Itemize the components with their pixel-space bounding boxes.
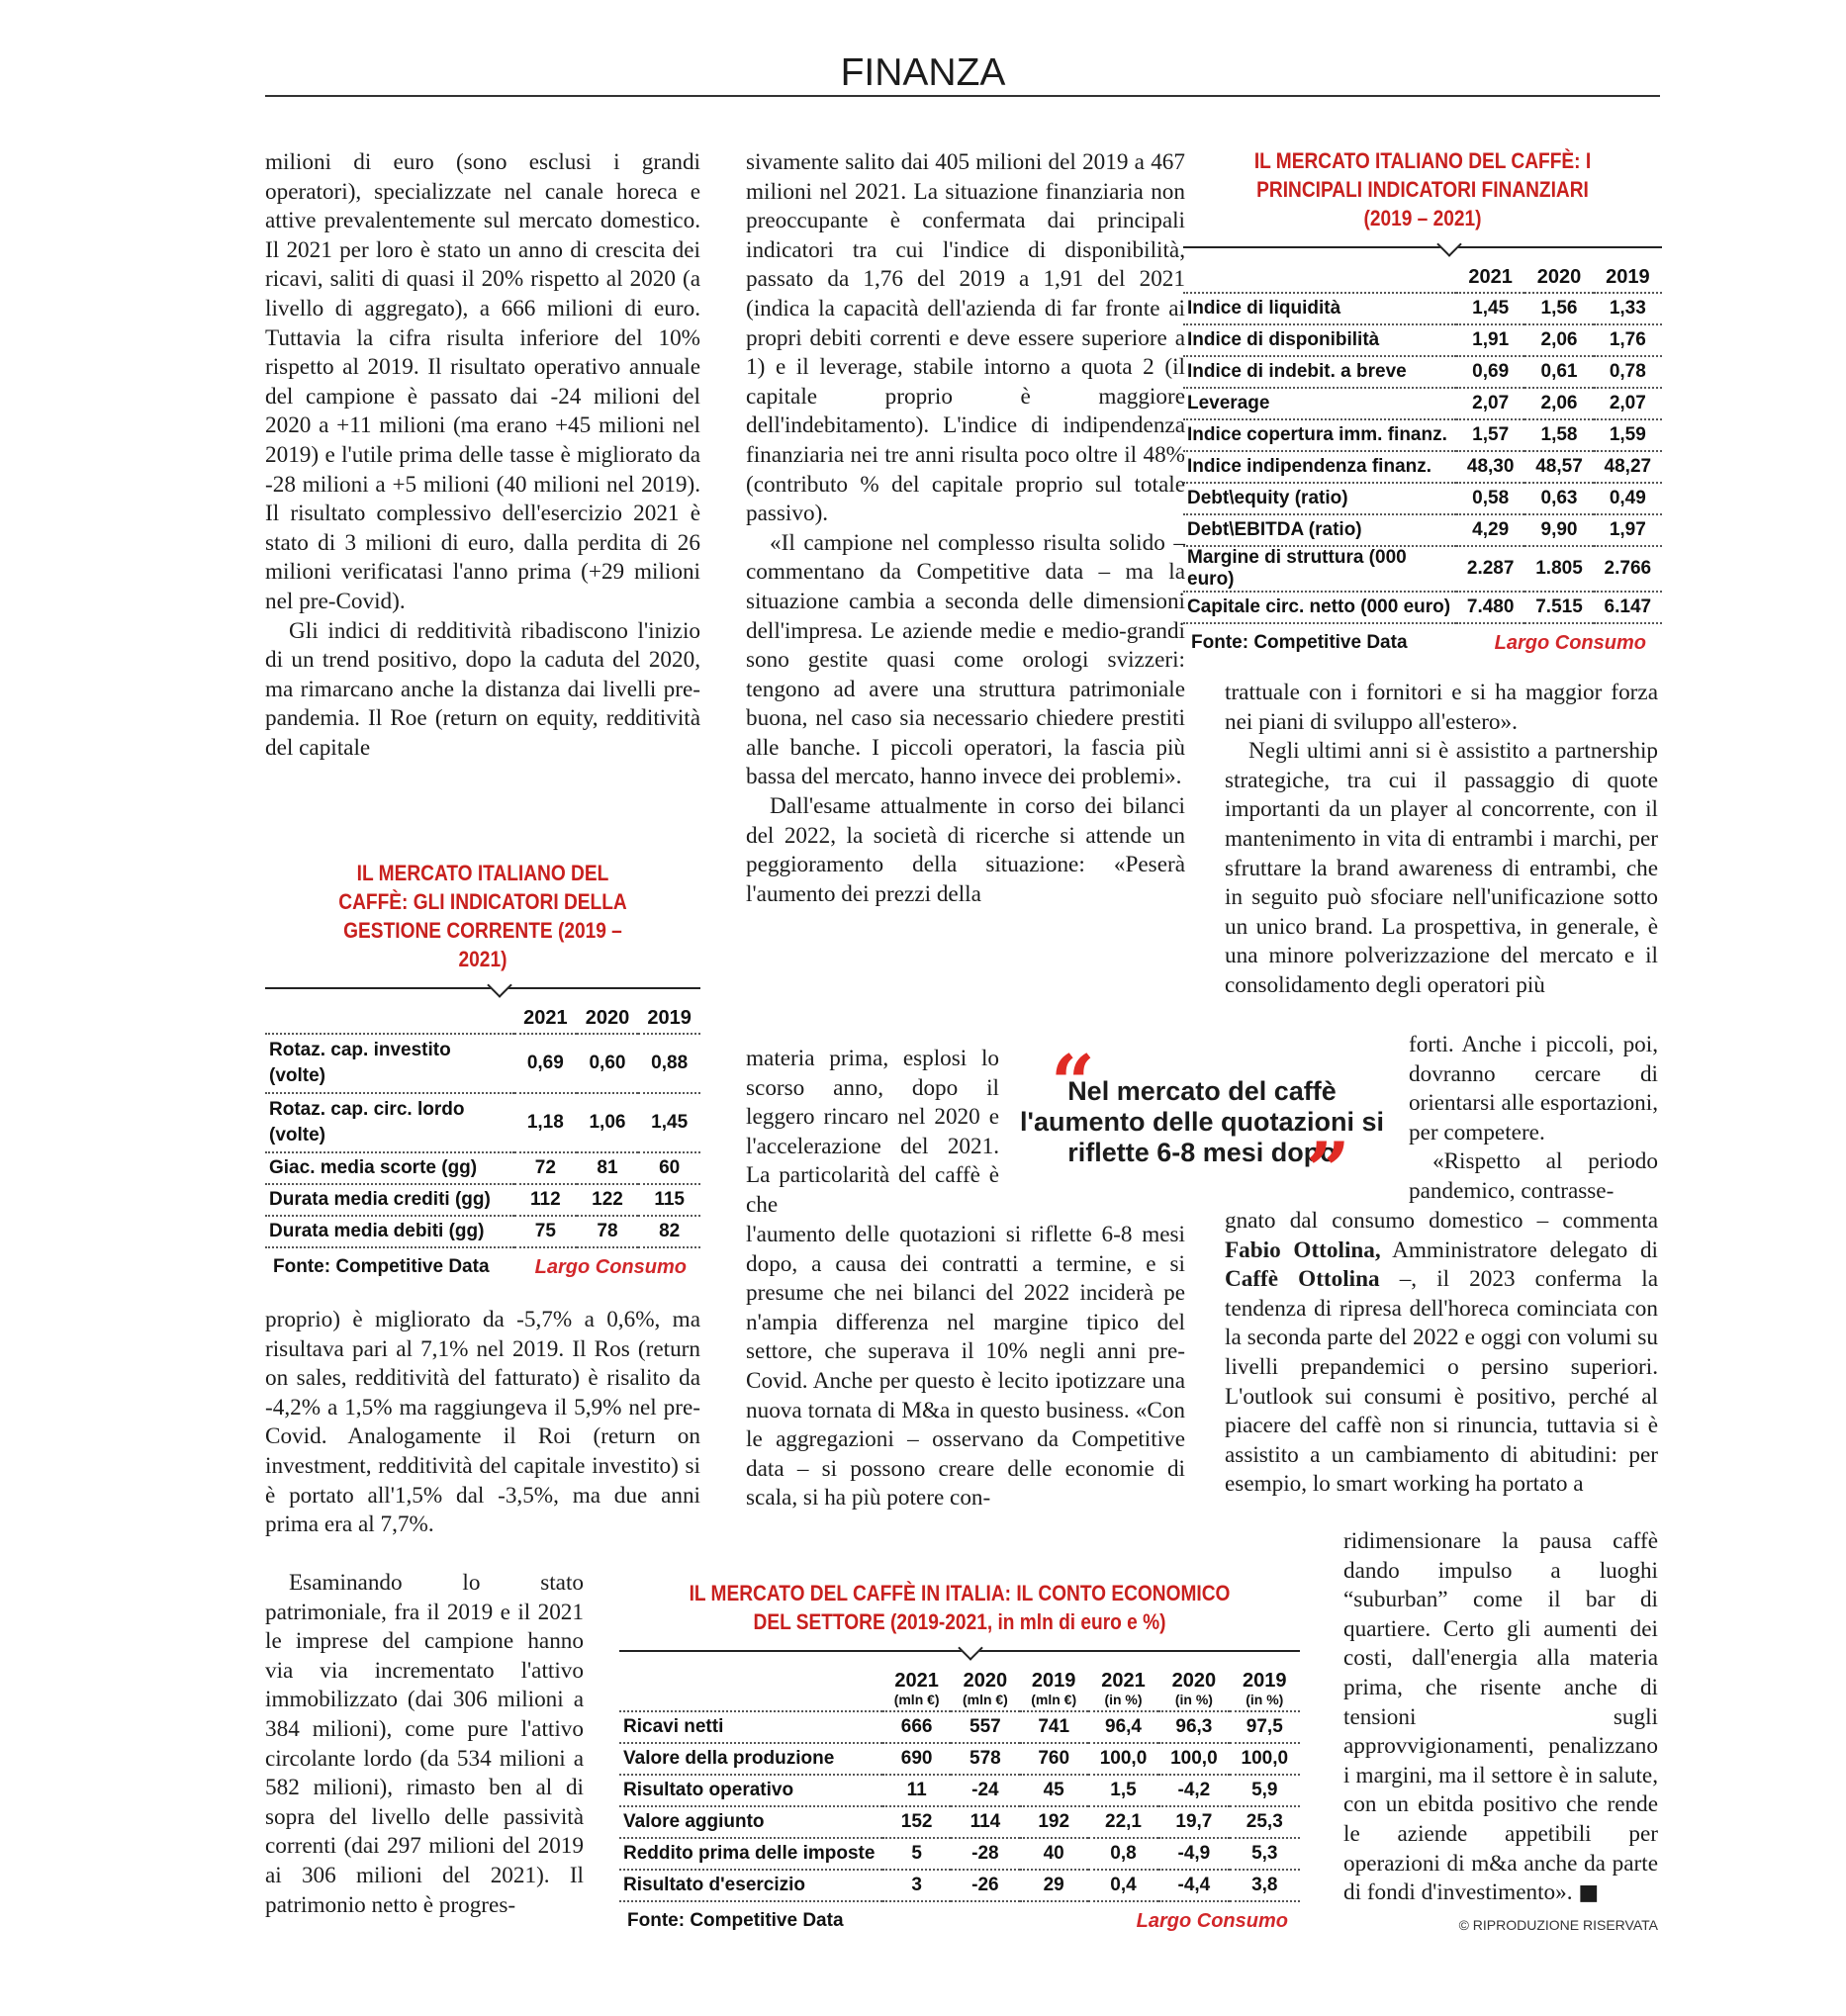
close-quote-icon: ”: [1306, 1126, 1350, 1216]
table-row: Debt\EBITDA (ratio) 4,29 9,90 1,97: [1183, 514, 1662, 546]
table-row: Ricavi netti 666 557 741 96,4 96,3 97,5: [619, 1711, 1300, 1743]
person-name: Fabio Ottolina,: [1225, 1237, 1381, 1263]
table-row: Durata media debiti (gg) 75 78 82: [265, 1216, 700, 1247]
col2-paragraph-3c: l'aumento delle quotazioni si riflette 6-8 mesi dopo, a causa dei contratti a termine, e si presume che nei bilanci del 2022 inciderà pe n'ampia differenza nel margine tipico del settore, che superava il 10% negli anni pre-Covid. Anche per questo è lecito ipotizzare una nuova tornata di M&a in questo business. «Con le aggregazioni – osservano da Competitive data – si possono creare delle economie di scala, si ha più potere con-: [746, 1222, 1185, 1512]
table-row: Durata media crediti (gg) 112 122 115: [265, 1184, 700, 1216]
header-rule: [265, 95, 1660, 97]
col-head: 2019 (mln €): [1020, 1666, 1088, 1711]
col1-top: [265, 148, 700, 763]
table-finanziari-box: [1183, 146, 1662, 655]
col1-paragraph-4: Esaminando lo stato patrimoniale, fra il 2019 e il 2021 le imprese del campione hanno via via incrementato l'attivo immobilizzato (dai 306 milioni a 384 milioni), come pure l'attivo circolante lordo (da 534 milioni a 582 milioni), rimasto ben al di sopra del livello delle passività correnti (dai 297 milioni del 2019 ai 306 milioni del 2021). Il patrimonio netto è progres-: [265, 1570, 584, 1918]
table-gestione-title: IL MERCATO ITALIANO DEL CAFFÈ: GLI INDICATORI DELLA GESTIONE CORRENTE (2019 – 2021): [338, 861, 627, 971]
pull-quote: [1019, 1039, 1385, 1216]
table-row: Margine di struttura (000 euro) 2.287 1.805 2.766: [1183, 546, 1662, 592]
col-head: 2020 (in %): [1158, 1666, 1229, 1711]
company-name: Caffè Ottolina: [1225, 1266, 1380, 1293]
col1-bottom-a: [265, 1306, 700, 1540]
col-year: 2020: [577, 1003, 639, 1034]
col-year: 2021: [514, 1003, 577, 1034]
col3-paragraph-2a: Negli ultimi anni si è assistito a partnership strategiche, tra cui il passaggio di quote importanti da un player al concorrente, con il mantenimento in vita di entrambi i marchi, per sfruttare la brand awareness di entrambi, che in seguito può sfociare nell'unificazione sotto un unico brand. La prospettiva, in generale, è una minore polverizzazione del mercato e il consolidamento degli operatori più: [1225, 738, 1658, 998]
table-row: Valore aggiunto 152 114 192 22,1 19,7 25,3: [619, 1806, 1300, 1838]
table-row: Reddito prima delle imposte 5 -28 40 0,8 -4,9 5,3: [619, 1838, 1300, 1870]
table-gestione: [265, 1003, 700, 1248]
table-gestione-box: [265, 859, 700, 1279]
col2-paragraph-3a: Dall'esame attualmente in corso dei bilanci del 2022, la società di ricerche si attende un peggioramento della situazione: «Peserà l'aumento dei prezzi della: [746, 793, 1185, 907]
table-conto: [619, 1666, 1300, 1902]
col-head: 2021 (in %): [1088, 1666, 1158, 1711]
col2-paragraph-1: sivamente salito dai 405 milioni del 2019 a 467 milioni nel 2021. La situazione finanziaria non preoccupante è confermata dai principali indicatori tra cui l'indice di disponibilità, passato da 1,76 del 2019 a 1,91 del 2021 (indica la capacità dell'azienda di far fronte ai propri debiti correnti e deve essere superiore a 1) e il leverage, stabile intorno a quota 2 (il capitale proprio è maggiore dell'indebitamento). L'indice di indipendenza finanziaria nei tre anni risulta poco oltre il 48% (contributo % del capitale proprio sul totale passivo).: [746, 149, 1185, 527]
table-row: Indice di indebit. a breve 0,69 0,61 0,78: [1183, 356, 1662, 388]
col3-top: [1225, 679, 1658, 1001]
col1-paragraph-2: Gli indici di redditività ribadiscono l'inizio di un trend positivo, dopo la caduta del 2020, ma rimarcano anche la distanza dai livelli pre-pandemia. Il Roe (return on equity, redditività del capitale: [265, 617, 700, 761]
col2-paragraph-2: «Il campione nel complesso risulta solido – commentano da Competitive data – ma la situazione cambia a seconda delle dimensioni dell'impresa. Le aziende medie e medio-grandi sono gestite quasi come orologi svizzeri: tengono ad avere una struttura patrimoniale buona, nel caso sia necessario chiedere prestiti alle banche. I piccoli operatori, la fascia più bassa del mercato, hanno invece dei problemi».: [746, 529, 1185, 790]
table-conto-box: [619, 1579, 1300, 1933]
brand-logo: Largo Consumo: [1136, 1910, 1288, 1932]
col-year: 2019: [638, 1003, 700, 1034]
table-conto-title: IL MERCATO DEL CAFFÈ IN ITALIA: IL CONTO ECONOMICO DEL SETTORE (2019-2021, in mln di euro e %): [689, 1581, 1231, 1634]
brand-logo: Largo Consumo: [534, 1256, 687, 1278]
col2-bottom: [746, 1221, 1185, 1513]
col2-wrap: [746, 1045, 999, 1221]
col-year: 2021: [1456, 262, 1524, 293]
table-row: Leverage 2,07 2,06 2,07: [1183, 388, 1662, 419]
table-row: Risultato operativo 11 -24 45 1,5 -4,2 5,9: [619, 1775, 1300, 1806]
col3-mid: gnato dal consumo domestico – commenta Fabio Ottolina, Amministratore delegato di Caffè Ottolina –, il 2023 conferma la tendenza di ripresa dell'horeca cominciata con la seconda parte del 2022 e oggi con volumi su livelli prepandemici o persino superiori. L'outlook sui consumi è positivo, perché al piacere del caffè non si rinuncia, tuttavia si è assistito a un cambiamento di abitudini: per esempio, lo smart working ha portato a: [1225, 1208, 1658, 1498]
table-row: Rotaz. cap. circ. lordo (volte) 1,18 1,06 1,45: [265, 1093, 700, 1152]
table-source: Fonte: Competitive Data: [273, 1256, 490, 1277]
col-head: 2019 (in %): [1230, 1666, 1300, 1711]
end-mark-icon: ■: [1578, 1880, 1600, 1906]
table-finanziari: [1183, 262, 1662, 624]
col2-paragraph-3b: materia prima, esplosi lo scorso anno, dopo il leggero rincaro nel 2020 e l'accelerazione del 2021. La particolarità del caffè è che: [746, 1046, 999, 1218]
brand-logo: Largo Consumo: [1494, 632, 1646, 654]
col3-paragraph-1: trattuale con i fornitori e si ha maggior forza nei piani di sviluppo all'estero».: [1225, 680, 1658, 735]
copyright-notice: © RIPRODUZIONE RISERVATA: [1458, 1917, 1658, 1933]
col-year: 2019: [1594, 262, 1662, 293]
col-head: 2020 (mln €): [951, 1666, 1019, 1711]
table-row: Indice indipendenza finanz. 48,30 48,57 48,27: [1183, 451, 1662, 483]
section-title: FINANZA: [840, 51, 1006, 94]
col3-bottom: [1343, 1527, 1658, 1908]
col1-bottom-b: [265, 1569, 584, 1920]
col2-top: [746, 148, 1185, 909]
table-row: Indice copertura imm. finanz. 1,57 1,58 1,59: [1183, 419, 1662, 451]
table-row: Risultato d'esercizio 3 -26 29 0,4 -4,4 3,8: [619, 1870, 1300, 1901]
table-row: Rotaz. cap. investito (volte) 0,69 0,60 0,88: [265, 1034, 700, 1093]
table-source: Fonte: Competitive Data: [627, 1910, 844, 1931]
col3-wrap: [1409, 1031, 1658, 1207]
open-quote-icon: “: [1051, 1039, 1095, 1129]
col-year: 2020: [1524, 262, 1593, 293]
col3-paragraph-3c: ridimensionare la pausa caffè dando impulso a luoghi “suburban” come il bar di quartiere. Certo gli aumenti dei costi, dall'energia alla materia prima, che risente anche di tensioni sugli approvvigionamenti, penalizzano i margini, ma il settore è in salute, con un ebitda positivo che rende le aziende appetibili per operazioni di m&a anche da parte di fondi d'investimento».: [1343, 1528, 1658, 1906]
table-row: Debt\equity (ratio) 0,58 0,63 0,49: [1183, 483, 1662, 514]
table-row: Indice di disponibilità 1,91 2,06 1,76: [1183, 324, 1662, 356]
table-row: Valore della produzione 690 578 760 100,0 100,0 100,0: [619, 1743, 1300, 1775]
table-finanziari-title: IL MERCATO ITALIANO DEL CAFFÈ: I PRINCIPALI INDICATORI FINANZIARI (2019 – 2021): [1253, 148, 1592, 230]
table-row: Giac. media scorte (gg) 72 81 60: [265, 1152, 700, 1184]
col1-paragraph-3: proprio) è migliorato da -5,7% a 0,6%, ma risultava pari al 7,1% nel 2019. Il Ros (return on sales, redditività del fatturato) è risalito da -4,2% a 1,5% ma raggiungeva il 5,9% nel pre-Covid. Analogamente il Roi (return on investment, redditività del capitale investito) si è portato all'1,5% dal -3,5%, ma due anni prima era al 7,7%.: [265, 1307, 700, 1538]
table-source: Fonte: Competitive Data: [1191, 632, 1408, 653]
col-head: 2021 (mln €): [882, 1666, 951, 1711]
table-row: Capitale circ. netto (000 euro) 7.480 7.515 6.147: [1183, 592, 1662, 623]
col1-paragraph-1: milioni di euro (sono esclusi i grandi operatori), specializzate nel canale horeca e attive prevalentemente sul mercato domestico. Il 2021 per loro è stato un anno di crescita dei ricavi, saliti di quasi il 20% rispetto al 2020 (a livello di aggregato), a 666 milioni di euro. Tuttavia la cifra risulta inferiore del 10% rispetto al 2019. Il risultato operativo annuale del campione è passato dai -24 milioni del 2020 a +11 milioni (ma erano +45 milioni nel 2019) e l'utile prima delle tasse è migliorato da -28 milioni a +5 milioni (40 milioni nel 2019). Il risultato complessivo dell'esercizio 2021 è stato di 3 milioni di euro, dalla perdita di 26 milioni verificatasi l'anno prima (+29 milioni nel pre-Covid).: [265, 149, 700, 614]
col3-paragraph-2b: forti. Anche i piccoli, poi, dovranno cercare di orientarsi alle esportazioni, per competere.: [1409, 1032, 1658, 1145]
table-row: Indice di liquidità 1,45 1,56 1,33: [1183, 293, 1662, 324]
col3-paragraph-3a: «Rispetto al periodo pandemico, contrasse-: [1409, 1148, 1658, 1204]
pull-quote-text: Nel mercato del caffè l'aumento delle quotazioni si riflette 6-8 mesi dopo: [1020, 1076, 1384, 1167]
